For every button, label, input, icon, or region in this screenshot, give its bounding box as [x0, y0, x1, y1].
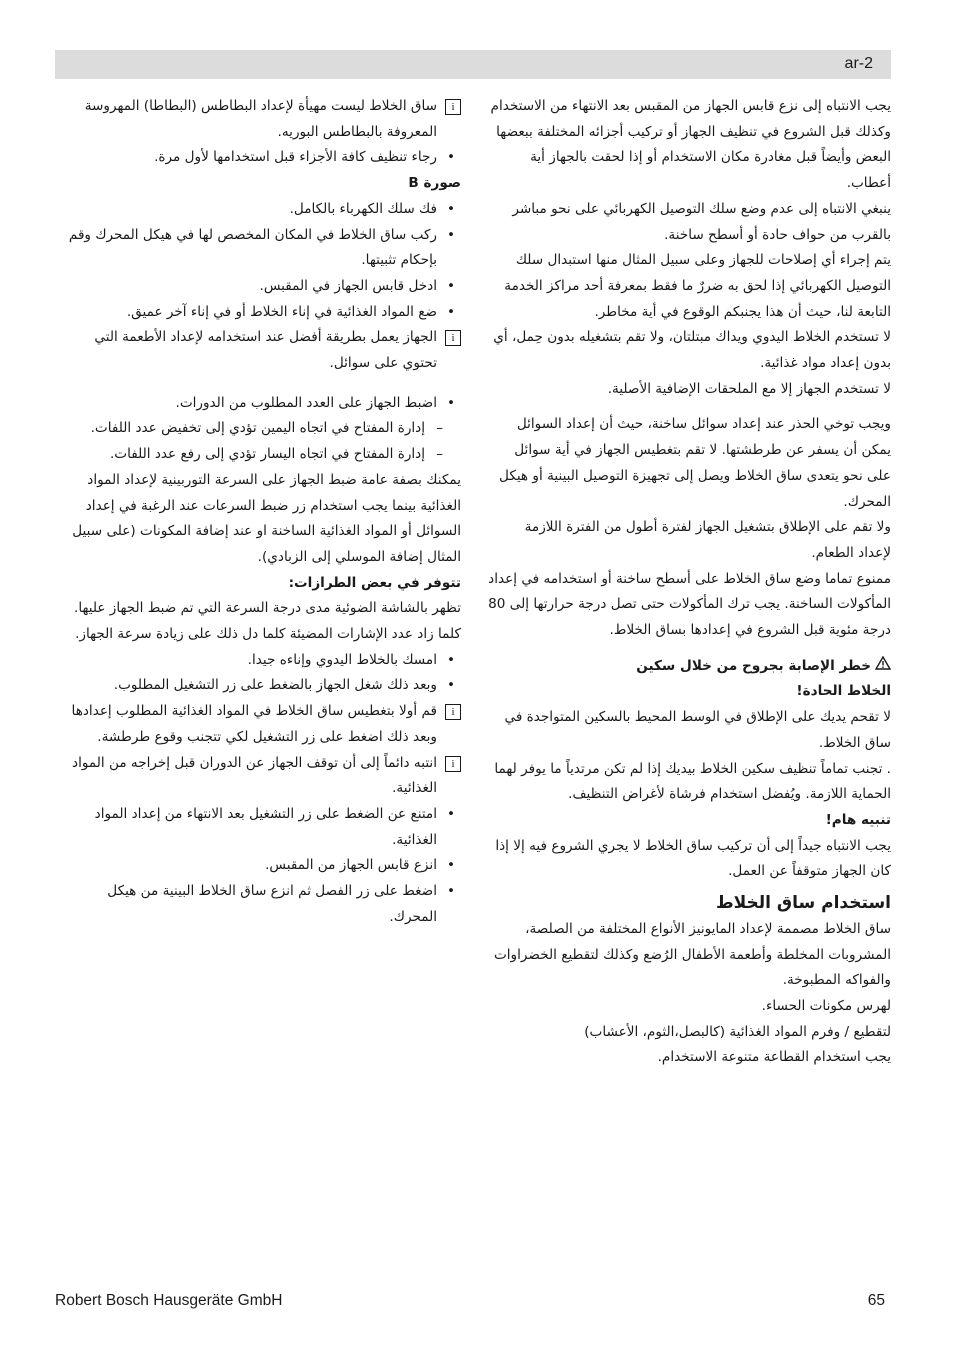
info-note-stop: [60, 751, 461, 802]
paragraph-speed: يمكنك بصفة عامة ضبط الجهاز على السرعة التوربينية لإعداد المواد الغذائية بينما يجب استخدام زر ضبط السرعات عند الرغبة في إعداد السوائل أو المواد الغذائية الساخنة او عند إضافة المكونات (على سبيل المثال إضافة الموسلي إلى الزبادي).: [72, 471, 461, 565]
info-note-liquids: [60, 325, 461, 376]
list-item-text: ضع المواد الغذائية في إناء الخلاط أو في إناء آخر عميق.: [126, 303, 437, 320]
dash-icon: –: [436, 420, 443, 437]
list-item: [60, 648, 461, 674]
figure-label: صورة B: [408, 175, 461, 192]
footer-company: Robert Bosch Hausgeräte GmbH: [55, 1292, 283, 1309]
list-item-text: امتنع عن الضغط على زر التشغيل بعد الانتهاء من إعداد المواد الغذائية.: [94, 805, 437, 848]
note-text: قم أولا بتغطيس ساق الخلاط في المواد الغذائية المطلوب إعدادها وبعد ذلك اضغط على زر التشغيل لكي تتجنب وقوع طرطشة.: [71, 703, 437, 745]
info-note-mashed-potatoes: [60, 94, 461, 145]
bullet-icon: •: [446, 394, 455, 411]
bullet-icon: •: [446, 303, 455, 320]
note-text: ساق الخلاط ليست مهيأة لإعداد البطاطس (البطاطا) المهروسة المعروفة بالبطاطس البوريه.: [84, 98, 437, 140]
paragraph-hot-surfaces: ممنوع تماما وضع ساق الخلاط على أسطح ساخنة أو استخدامه في إعداد المأكولات الساخنة. يجب ترك المأكولات حتى تصل درجة حرارتها إلى 80 درجة مئوية قبل الشروع في إعدادها بساق الخلاط.: [488, 570, 891, 639]
list-item-text: انزع قابس الجهاز من المقبس.: [265, 857, 437, 874]
bullet-icon: •: [446, 677, 455, 694]
footer-page-number: 65: [867, 1292, 885, 1309]
caution-text: يجب الانتباه جيداً إلى أن تركيب ساق الخلاط لا يجري الشروع فيه إلا إذا كان الجهاز متوقفاً عن العمل.: [495, 837, 891, 880]
warning-title-line2: الخلاط الحادة!: [796, 683, 891, 700]
paragraph-wet-hands: لا تستخدم الخلاط اليدوي ويداك مبتلتان، ولا تقم بتشغيله بدون حِمل، أي بدون إعداد مواد غذائية.: [493, 329, 891, 372]
list-item: [60, 197, 461, 223]
bullet-icon: •: [446, 805, 455, 822]
info-icon: i: [445, 704, 461, 720]
usage-heading: استخدام ساق الخلاط: [715, 893, 891, 914]
paragraph-unplug: يجب الانتباه إلى نزع قابس الجهاز من المقبس بعد الانتهاء من الاستخدام وكذلك قبل الشروع في تنظيف الجهاز أو تركيب أجزائه المختلفة ببعضها البعض وأيضاً قبل مغادرة مكان الاستخدام أو إذا لحقت بالجهاز أية أعطاب.: [490, 98, 891, 192]
warning-text-cleaning: . تجنب تماماً تنظيف سكين الخلاط بيديك إذا لم تكن مرتدياً ما يوفر لهما الحماية اللازمة. ويُفضل استخدام فرشاة لأغراض التنظيف.: [494, 760, 891, 803]
paragraph-original-accessories: لا تستخدم الجهاز إلا مع الملحقات الإضافية الأصلية.: [607, 380, 891, 397]
list-item-text: امسك بالخلاط اليدوي وإناءه جيدا.: [247, 651, 437, 668]
usage-line-2: لهرس مكونات الحساء.: [761, 997, 891, 1014]
list-item: [60, 853, 461, 879]
page-label: ar-2: [844, 55, 873, 72]
list-item-text: فك سلك الكهرباء بالكامل.: [289, 200, 437, 217]
paragraph-cord-edges: ينبغي الانتباه إلى عدم وضع سلك التوصيل الكهربائي على نحو مباشر بالقرب من حواف حادة أو أسطح ساخنة.: [512, 200, 891, 243]
list-item: [60, 223, 461, 274]
list-item: [60, 300, 461, 326]
info-icon: i: [445, 756, 461, 772]
warning-title-line1: خطر الإصابة بجروح من خلال سكين: [636, 657, 871, 674]
list-item: [60, 673, 461, 699]
info-icon: i: [445, 99, 461, 115]
bullet-icon: •: [446, 651, 455, 668]
bullet-icon: •: [446, 149, 455, 166]
caution-title: تنبيه هام!: [825, 811, 891, 828]
warning-triangle-icon: [875, 654, 891, 680]
warning-title: [488, 654, 891, 680]
list-item: [60, 879, 461, 930]
list-item-text: اضبط الجهاز على العدد المطلوب من الدورات.: [175, 394, 437, 411]
page-header-bar: [55, 50, 891, 79]
list-item-text: ادخل قابس الجهاز في المقبس.: [259, 277, 437, 294]
list-item-text: وبعد ذلك شغل الجهاز بالضغط على زر التشغيل المطلوب.: [113, 677, 437, 694]
models-heading: تتوفر في بعض الطرازات:: [288, 574, 461, 591]
bullet-icon: •: [446, 226, 455, 243]
dash-item: [60, 442, 461, 468]
dash-icon: –: [436, 446, 443, 463]
info-note-immerse: [60, 699, 461, 750]
dash-item-text: إدارة المفتاح في اتجاه اليمين تؤدي إلى تخفيض عدد اللفات.: [90, 420, 425, 437]
bullet-icon: •: [446, 883, 455, 900]
bullet-icon: •: [446, 200, 455, 217]
list-item: [60, 802, 461, 853]
usage-line-1: ساق الخلاط مصممة لإعداد المايونيز الأنواع المختلفة من الصلصة، المشروبات المخلطة وأطعمة الأطفال الرُضع وكذلك لتقطيع الخضراوات والفواكه المطبوخة.: [493, 920, 891, 989]
list-item-text: رجاء تنظيف كافة الأجزاء قبل استخدامها لأول مرة.: [154, 149, 437, 166]
note-text: انتبه دائماً إلى أن توقف الجهاز عن الدوران قبل إخراجه من المواد الغذائية.: [72, 754, 437, 797]
list-item: [60, 274, 461, 300]
usage-line-3: لتقطيع / وفرم المواد الغذائية (كالبصل،الثوم، الأعشاب): [584, 1023, 891, 1040]
left-column: [60, 94, 461, 931]
paragraph-run-time: ولا تقم على الإطلاق بتشغيل الجهاز لفترة أطول من الفترة اللازمة لإعداد الطعام.: [524, 519, 891, 561]
list-item: [60, 391, 461, 417]
list-item-text: ركب ساق الخلاط في المكان المخصص لها في هيكل المحرك وقم بإحكام تثبيتها.: [68, 226, 437, 269]
right-column: [488, 94, 891, 1071]
bullet-icon: •: [446, 277, 455, 294]
info-icon: i: [445, 330, 461, 346]
paragraph-models: تظهر بالشاشة الضوئية مدى درجة السرعة التي تم ضبط الجهاز عليها. كلما زاد عدد الإشارات المضيئة كلما دل ذلك على زيادة سرعة الجهاز.: [74, 600, 461, 643]
note-text: الجهاز يعمل بطريقة أفضل عند استخدامه لإعداد الأطعمة التي تحتوي على سوائل.: [94, 329, 437, 372]
bullet-icon: •: [446, 857, 455, 874]
list-item: [60, 145, 461, 171]
list-item-text: اضغط على زر الفصل ثم انزع ساق الخلاط البينية من هيكل المحرك.: [107, 883, 437, 925]
paragraph-hot-liquids: ويجب توخي الحذر عند إعداد سوائل ساخنة، حيث أن إعداد السوائل يمكن أن يسفر عن طرطشتها. لا تقم بتغطيس الجهاز في أية سوائل على نحو يتعدى ساق الخلاط ويصل إلى تجهيزة التوصيل البينية أو هيكل المحرك.: [499, 416, 891, 510]
dash-item-text: إدارة المفتاح في اتجاه اليسار تؤدي إلى رفع عدد اللفات.: [109, 446, 425, 463]
warning-text-hands: لا تقحم يديك على الإطلاق في الوسط المحيط بالسكين المتواجدة في ساق الخلاط.: [504, 709, 891, 751]
usage-line-4: يجب استخدام القطاعة متنوعة الاستخدام.: [657, 1049, 891, 1066]
dash-item: [60, 416, 461, 442]
paragraph-repairs: يتم إجراء أي إصلاحات للجهاز وعلى سبيل المثال منها استبدال سلك التوصيل الكهربائي إذا لحق به ضررٌ ما فقط بمعرفة أحد مراكز الخدمة التابعة لنا، حيث أن هذا يجنبكم الوقوع في أية مخاطر.: [504, 252, 891, 320]
